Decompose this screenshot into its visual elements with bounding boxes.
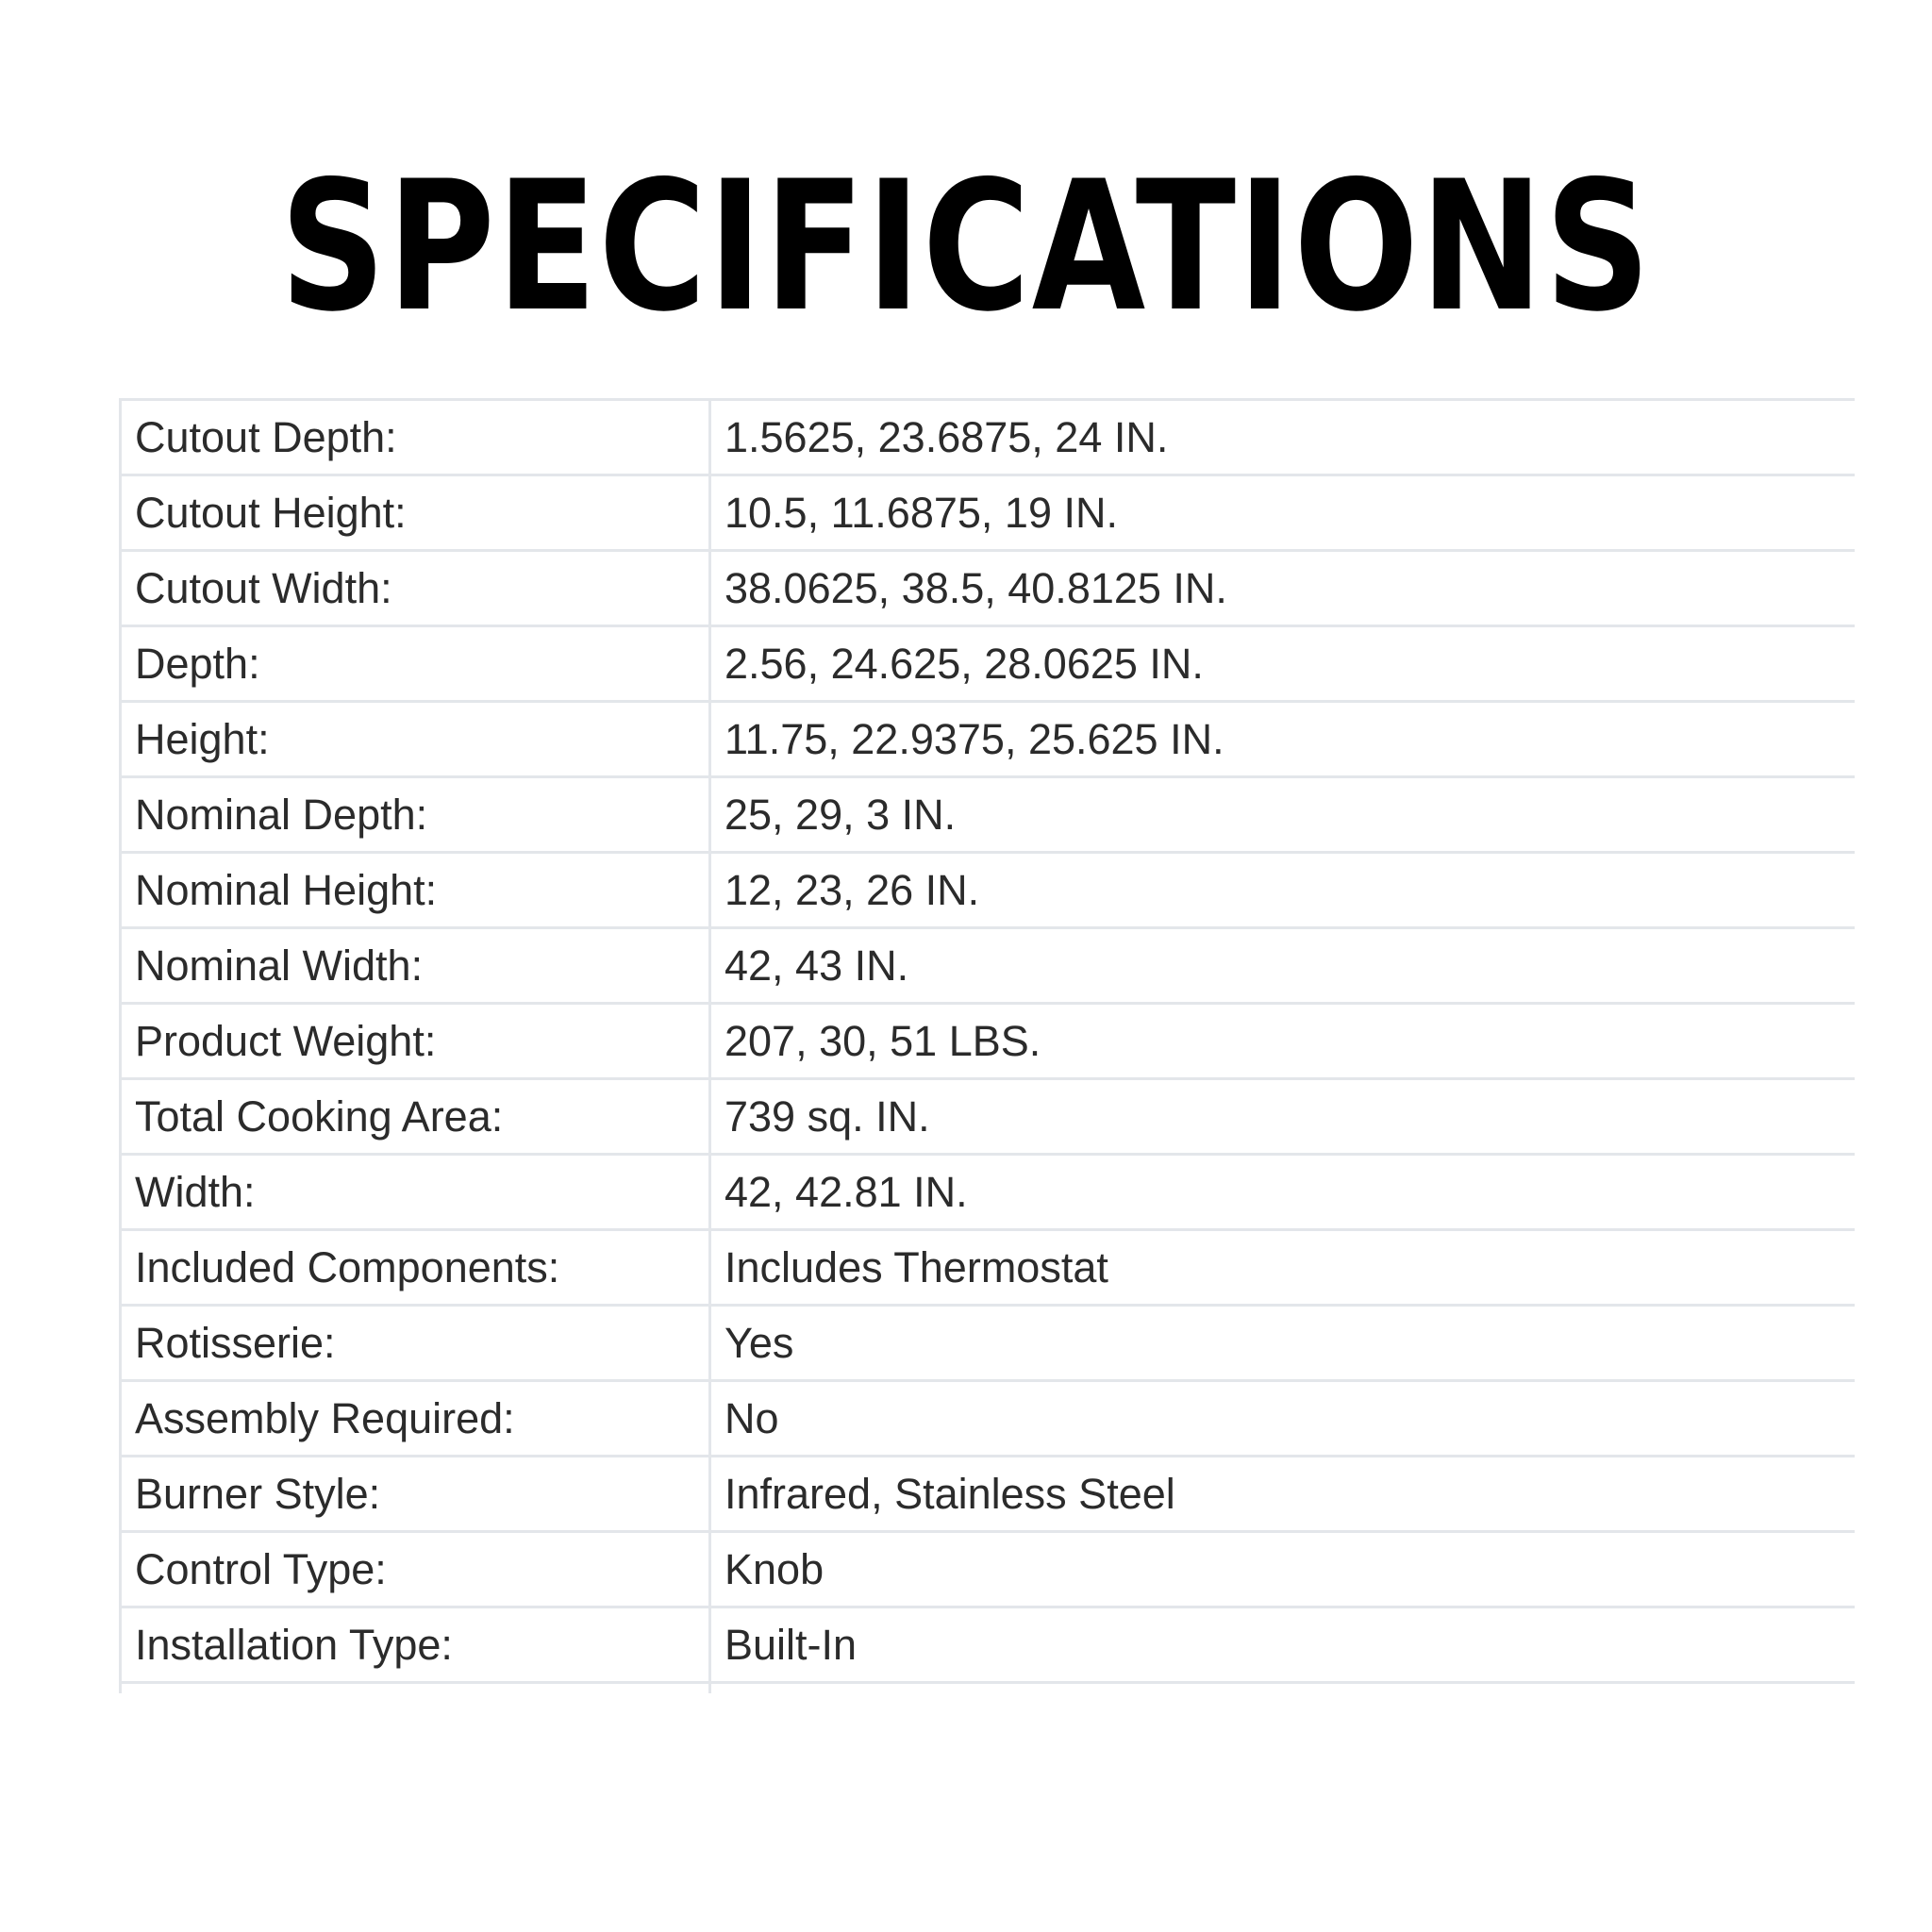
table-row-empty: [121, 1683, 1856, 1694]
table-row: [121, 400, 1856, 475]
table-row: [121, 1381, 1856, 1457]
spec-value: 11.75, 22.9375, 25.625 IN.: [710, 702, 1856, 777]
table-row: [121, 1079, 1856, 1155]
spec-label: Product Weight:: [121, 1004, 710, 1079]
spec-value: No: [710, 1381, 1856, 1457]
spec-value: 739 sq. IN.: [710, 1079, 1856, 1155]
table-row: [121, 1607, 1856, 1683]
spec-label: Burner Style:: [121, 1457, 710, 1532]
spec-label: Total Cooking Area:: [121, 1079, 710, 1155]
table-row: [121, 1230, 1856, 1306]
spec-value: 207, 30, 51 LBS.: [710, 1004, 1856, 1079]
spec-label: Height:: [121, 702, 710, 777]
table-row: [121, 475, 1856, 551]
spec-value: 10.5, 11.6875, 19 IN.: [710, 475, 1856, 551]
spec-value: Built-In: [710, 1607, 1856, 1683]
table-row: [121, 928, 1856, 1004]
table-row: [121, 702, 1856, 777]
spec-value: 1.5625, 23.6875, 24 IN.: [710, 400, 1856, 475]
table-row: [121, 551, 1856, 626]
spec-label: Nominal Height:: [121, 853, 710, 928]
spec-value: 42, 42.81 IN.: [710, 1155, 1856, 1230]
spec-value: Knob: [710, 1532, 1856, 1607]
spec-value: 12, 23, 26 IN.: [710, 853, 1856, 928]
table-row: [121, 1532, 1856, 1607]
spec-label: Nominal Width:: [121, 928, 710, 1004]
empty-cell: [121, 1683, 710, 1694]
spec-value: Yes: [710, 1306, 1856, 1381]
table-row: [121, 1306, 1856, 1381]
spec-label: Cutout Width:: [121, 551, 710, 626]
spec-value: 42, 43 IN.: [710, 928, 1856, 1004]
table-row: [121, 1155, 1856, 1230]
spec-label: Cutout Depth:: [121, 400, 710, 475]
spec-label: Installation Type:: [121, 1607, 710, 1683]
page-title: SPECIFICATIONS: [279, 142, 1653, 351]
table-row: [121, 1457, 1856, 1532]
table-row: [121, 1004, 1856, 1079]
spec-label: Nominal Depth:: [121, 777, 710, 853]
spec-value: Infrared, Stainless Steel: [710, 1457, 1856, 1532]
spec-label: Control Type:: [121, 1532, 710, 1607]
spec-value: 25, 29, 3 IN.: [710, 777, 1856, 853]
spec-label: Depth:: [121, 626, 710, 702]
spec-label: Width:: [121, 1155, 710, 1230]
table-row: [121, 777, 1856, 853]
spec-label: Rotisserie:: [121, 1306, 710, 1381]
spec-value: 2.56, 24.625, 28.0625 IN.: [710, 626, 1856, 702]
table-row: [121, 626, 1856, 702]
specifications-table-body: [121, 400, 1856, 1694]
spec-label: Cutout Height:: [121, 475, 710, 551]
spec-label: Included Components:: [121, 1230, 710, 1306]
table-row: [121, 853, 1856, 928]
spec-label: Assembly Required:: [121, 1381, 710, 1457]
spec-value: 38.0625, 38.5, 40.8125 IN.: [710, 551, 1856, 626]
empty-cell: [710, 1683, 1856, 1694]
spec-value: Includes Thermostat: [710, 1230, 1856, 1306]
specifications-table: [119, 398, 1855, 1693]
